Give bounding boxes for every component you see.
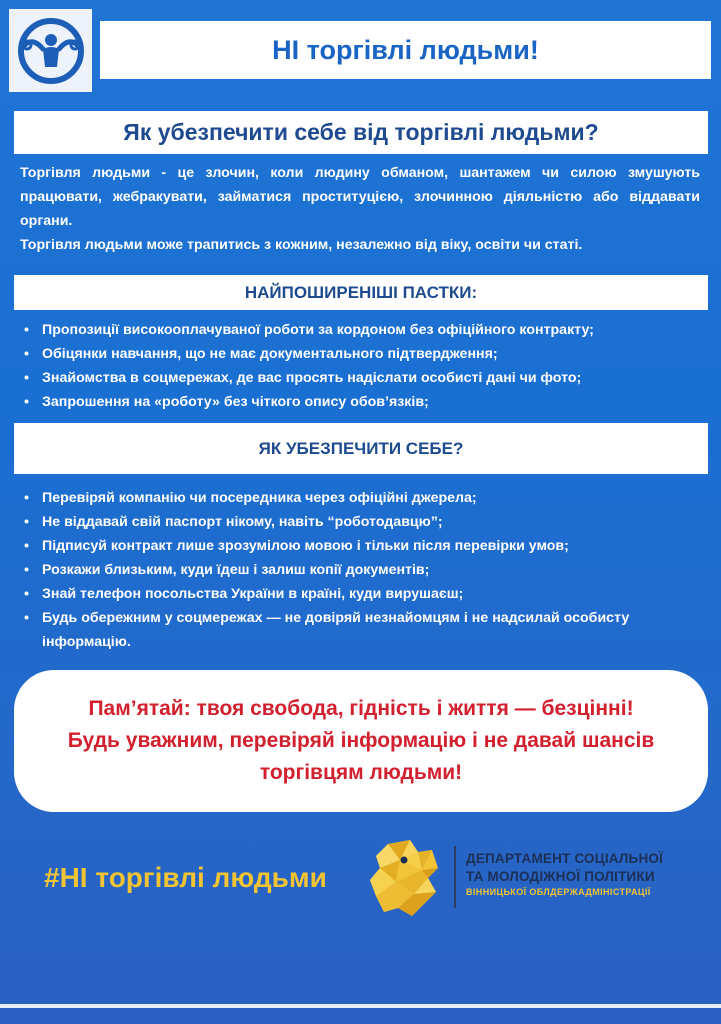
dept-line-1: ДЕПАРТАМЕНТ СОЦІАЛЬНОЇ <box>466 851 664 866</box>
list-item: • Не віддавай свій паспорт нікому, навіть “роботодавцю”; <box>24 510 704 534</box>
intro-paragraph-1: Торгівля людьми - це злочин, коли людину обманом, шантажем чи силою змушують працювати, жебракувати, займатися проституцією, злочинною діяльністю або віддавати органи. <box>20 165 700 229</box>
vinnytsia-region-map-icon <box>366 838 446 918</box>
logo <box>9 9 92 92</box>
bullet-icon: • <box>24 490 29 506</box>
dept-line-2: ТА МОЛОДІЖНОЇ ПОЛІТИКИ <box>466 869 655 884</box>
list-item: • Обіцянки навчання, що не має документального підтвердження; <box>24 342 704 366</box>
list-item: • Будь обережним у соцмережах — не довіряй незнайомцям і не надсилай особисту інформацію. <box>24 606 704 654</box>
page-title: НІ торгівлі людьми! <box>272 34 539 65</box>
bullet-icon: • <box>24 610 29 626</box>
title-banner <box>100 21 711 79</box>
list-item: • Розкажи близьким, куди їдеш і залиш копії документів; <box>24 558 704 582</box>
list-item: • Пропозиції високооплачуваної роботи за кордоном без офіційного контракту; <box>24 318 704 342</box>
bullet-icon: • <box>24 514 29 530</box>
list-item: • Знайомства в соцмережах, де вас просять надіслати особисті дані чи фото; <box>24 366 704 390</box>
safety-heading-banner <box>14 423 708 474</box>
hashtag: #НІ торгівлі людьми <box>44 862 327 893</box>
safety-heading: ЯК УБЕЗПЕЧИТИ СЕБЕ? <box>258 438 464 458</box>
bullet-icon: • <box>24 370 29 386</box>
bullet-icon: • <box>24 586 29 602</box>
dept-line-3: ВІННИЦЬКОЇ ОБЛДЕРЖАДМІНІСТРАЦІЇ <box>466 887 651 897</box>
reminder-callout <box>14 670 708 812</box>
divider <box>454 846 456 908</box>
bullet-icon: • <box>24 562 29 578</box>
department-name <box>466 850 663 899</box>
safety-list <box>24 486 704 654</box>
bullet-icon: • <box>24 346 29 362</box>
bullet-icon: • <box>24 394 29 410</box>
callout-line-1: Пам’ятай: твоя свобода, гідність і життя — безцінні! <box>88 697 634 720</box>
bottom-divider <box>0 1004 721 1008</box>
callout-line-2: Будь уважним, перевіряй інформацію і не давай шансів <box>67 729 655 752</box>
intro-text <box>20 161 700 257</box>
list-item: • Запрошення на «роботу» без чіткого опису обов’язків; <box>24 390 704 414</box>
callout-line-3: торгівцям людьми! <box>259 761 463 784</box>
traps-heading-banner <box>14 275 708 310</box>
subtitle-banner <box>14 111 708 154</box>
intro-paragraph-2: Торгівля людьми може трапитись з кожним, незалежно від віку, освіти чи статі. <box>20 237 583 253</box>
hands-free-icon <box>15 15 87 87</box>
traps-heading: НАЙПОШИРЕНІШІ ПАСТКИ: <box>244 282 478 302</box>
list-item: • Підписуй контракт лише зрозумілою мовою і тільки після перевірки умов; <box>24 534 704 558</box>
bullet-icon: • <box>24 538 29 554</box>
traps-list <box>24 318 704 414</box>
list-item: • Перевіряй компанію чи посередника через офіційні джерела; <box>24 486 704 510</box>
bullet-icon: • <box>24 322 29 338</box>
list-item: • Знай телефон посольства України в країні, куди вирушаєш; <box>24 582 704 606</box>
page-subtitle: Як убезпечити себе від торгівлі людьми? <box>123 119 599 145</box>
